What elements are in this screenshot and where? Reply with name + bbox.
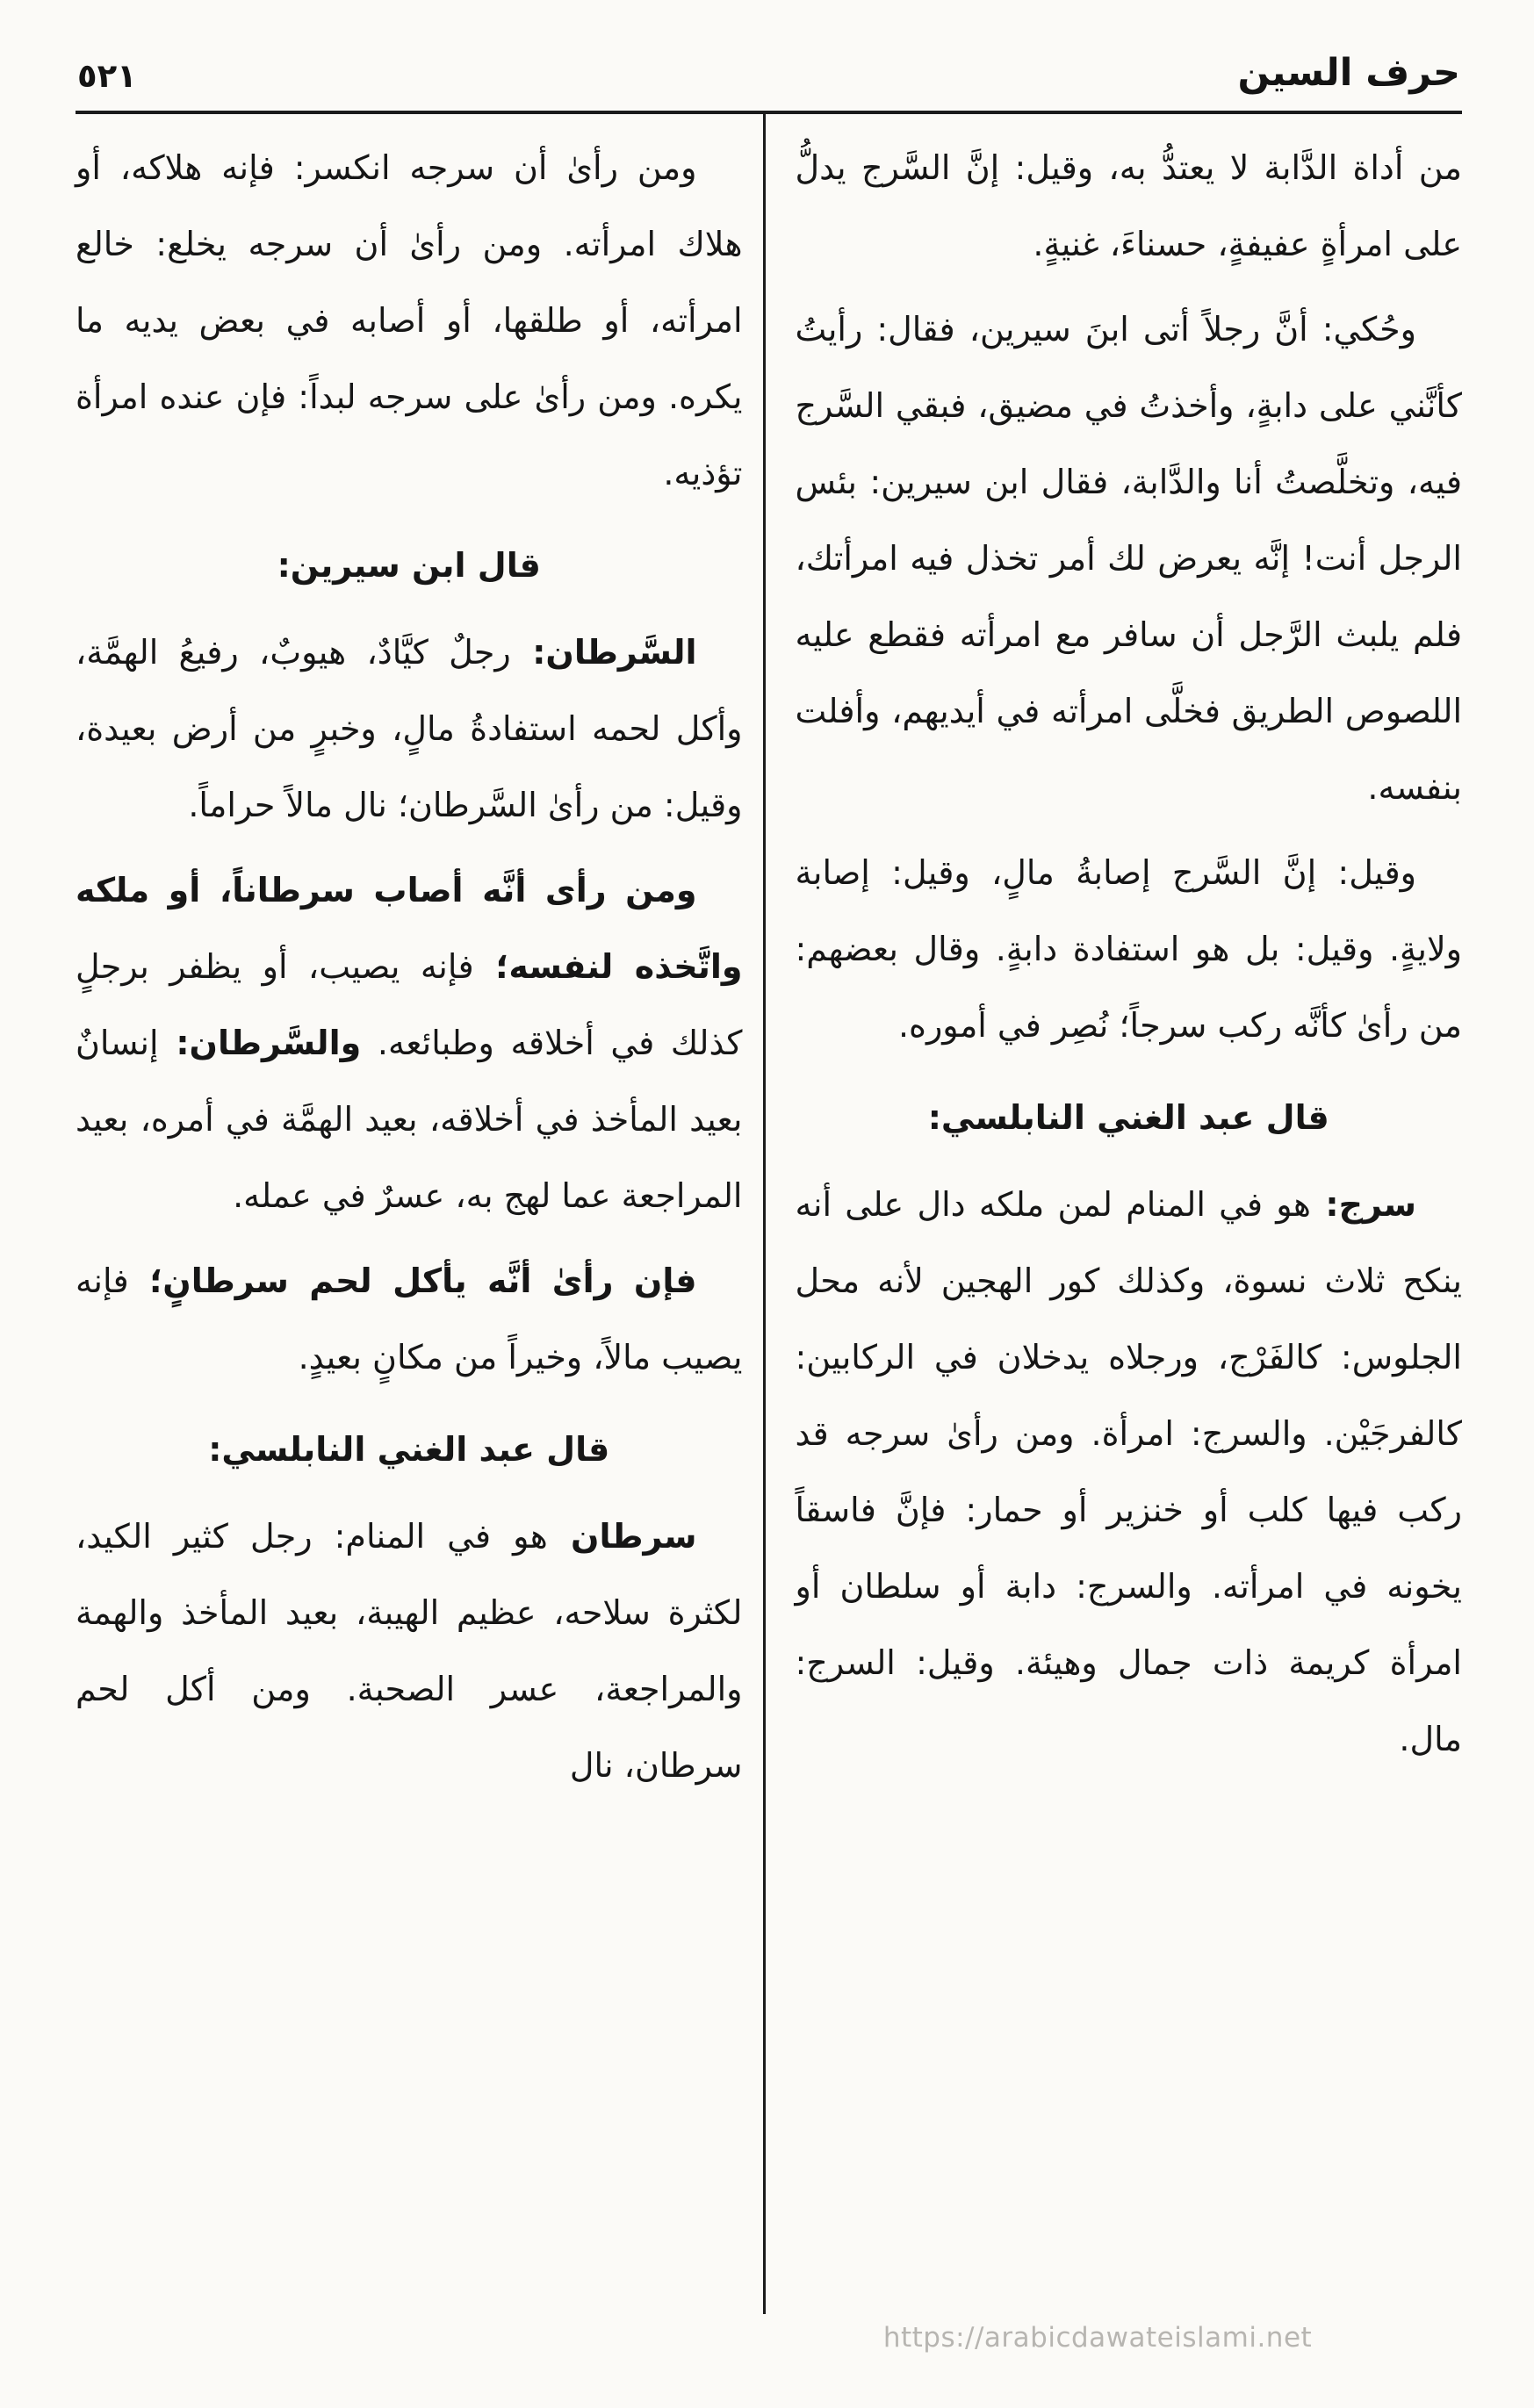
paragraph bbox=[796, 1167, 1463, 1778]
paragraph bbox=[76, 852, 743, 1234]
paragraph bbox=[796, 835, 1463, 1064]
paragraph bbox=[76, 615, 743, 844]
section-heading bbox=[76, 528, 743, 604]
text-columns bbox=[76, 130, 1462, 1813]
text-run: هو في المنام: رجل كثير الكيد، لكثرة سلاحه، عظيم الهيبة، بعيد المأخذ والهمة والمراجعة، عسر الصحبة. ومن أكل لحم سرطان، نال bbox=[76, 1517, 743, 1785]
page-header bbox=[77, 51, 1460, 95]
text-run-bold: فإن رأىٰ أنَّه يأكل لحم سرطانٍ؛ bbox=[128, 1262, 697, 1300]
text-run-bold: قال ابن سيرين: bbox=[277, 546, 541, 585]
section-heading bbox=[796, 1080, 1463, 1156]
text-run-bold: قال عبد الغني النابلسي: bbox=[927, 1098, 1329, 1137]
paragraph bbox=[76, 1499, 743, 1804]
text-run: فإنه يصيب، أو يظفر برجلٍ كذلك في أخلاقه وطبائعه. bbox=[76, 947, 743, 1062]
text-run: فإنه يصيب مالاً، وخيراً من مكانٍ بعيدٍ. bbox=[76, 1262, 743, 1377]
paragraph bbox=[76, 130, 743, 512]
text-run: ومن رأىٰ أن سرجه انكسر: فإنه هلاكه، أو هلاك امرأته. ومن رأىٰ أن سرجه يخلع: خالع امرأته، أو طلقها، أو أصابه في بعض يديه ما يكره. ومن رأىٰ على سرجه لبداً: فإن عنده امرأة تؤذيه. bbox=[76, 148, 743, 492]
text-run-bold: ومن رأى أنَّه أصاب سرطاناً، أو ملكه واتَّخذه لنفسه؛ bbox=[76, 871, 743, 986]
text-run: وقيل: إنَّ السَّرج إصابةُ مالٍ، وقيل: إصابة ولايةٍ. وقيل: بل هو استفادة دابةٍ. وقال بعضهم: من رأىٰ كأنَّه ركب سرجاً؛ نُصِر في أموره. bbox=[795, 853, 1462, 1045]
section-heading bbox=[76, 1412, 743, 1488]
text-run-bold: قال عبد الغني النابلسي: bbox=[208, 1430, 610, 1469]
right-column bbox=[796, 130, 1463, 1813]
header-rule bbox=[76, 111, 1462, 114]
text-run: إنسانٌ بعيد المأخذ في أخلاقه، بعيد الهمَّة في أمره، بعيد المراجعة عما لهج به، عسرٌ في عمله. bbox=[76, 1024, 743, 1215]
left-column bbox=[76, 130, 743, 1813]
text-run: وحُكي: أنَّ رجلاً أتى ابنَ سيرين، فقال: رأيتُ كأنَّني على دابةٍ، وأخذتُ في مضيق، فبقي السَّرج فيه، وتخلَّصتُ أنا والدَّابة، فقال ابن سيرين: بئس الرجل أنت! إنَّه يعرض لك أمر تخذل فيه امرأتك، فلم يلبث الرَّجل أن سافر مع امرأته فقطع عليه اللصوص الطريق فخلَّى امرأته في أيديهم، وأفلت بنفسه. bbox=[795, 310, 1462, 807]
text-run-bold: السَّرطان: bbox=[510, 633, 697, 672]
text-run: رجلٌ كيَّادٌ، هيوبٌ، رفيعُ الهمَّة، وأكل لحمه استفادةُ مالٍ، وخبرٍ من أرض بعيدة، وقيل: من رأىٰ السَّرطان؛ نال مالاً حراماً. bbox=[76, 633, 743, 824]
paragraph bbox=[796, 130, 1463, 283]
text-run: من أداة الدَّابة لا يعتدُّ به، وقيل: إنَّ السَّرج يدلُّ على امرأةٍ عفيفةٍ، حسناءَ، غنيةٍ. bbox=[795, 148, 1462, 263]
text-run-bold: سرج: bbox=[1310, 1185, 1416, 1224]
text-run-bold: سرطان bbox=[547, 1517, 697, 1556]
paragraph bbox=[796, 291, 1463, 826]
page-number: ٥٢١ bbox=[77, 57, 137, 95]
chapter-title: حرف السين bbox=[1237, 51, 1460, 95]
watermark-url: https://arabicdawateislami.net bbox=[882, 2322, 1313, 2354]
text-run-bold: والسَّرطان: bbox=[158, 1024, 362, 1062]
paragraph bbox=[76, 1243, 743, 1396]
text-run: هو في المنام لمن ملكه دال على أنه ينكح ثلاث نسوة، وكذلك كور الهجين لأنه محل الجلوس: كالفَرْج، ورجلاه يدخلان في الركابين: كالفرجَيْن. والسرج: امرأة. ومن رأىٰ سرجه قد ركب فيها كلب أو خنزير أو حمار: فإنَّ فاسقاً يخونه في امرأته. والسرج: دابة أو سلطان أو امرأة كريمة ذات جمال وهيئة. وقيل: السرج: مال. bbox=[795, 1185, 1462, 1758]
